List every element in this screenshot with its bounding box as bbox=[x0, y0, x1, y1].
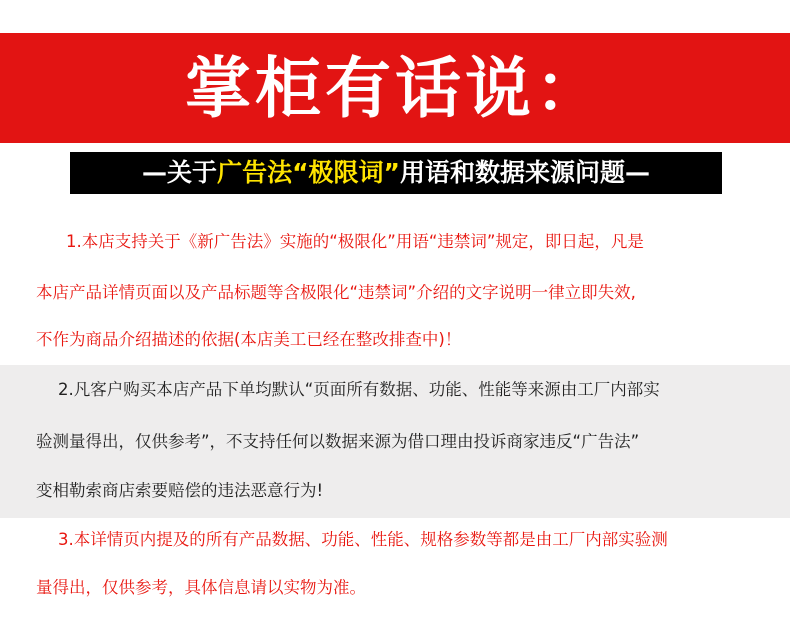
notice-3-line-2: 量得出，仅供参考，具体信息请以实物为准。 bbox=[36, 578, 366, 597]
notice-3-line-1: 3.本详情页内提及的所有产品数据、功能、性能、规格参数等都是由工厂内部实验测 bbox=[58, 530, 668, 549]
subtitle-suffix: 用语和数据来源问题— bbox=[399, 158, 650, 187]
subtitle-highlight: 广告法“极限词” bbox=[217, 158, 400, 187]
notice-2-line-1: 2.凡客户购买本店产品下单均默认“页面所有数据、功能、性能等来源由工厂内部实 bbox=[58, 380, 660, 399]
page-title: 掌柜有话说： bbox=[185, 49, 605, 127]
notice-3 bbox=[0, 518, 790, 621]
notice-1-line-1: 1.本店支持关于《新广告法》实施的“极限化”用语“违禁词”规定，即日起，凡是 bbox=[66, 232, 644, 251]
notice-2 bbox=[0, 365, 790, 518]
subtitle-prefix: —关于 bbox=[142, 158, 218, 187]
title-banner bbox=[0, 33, 790, 143]
notice-1 bbox=[0, 210, 790, 370]
notice-1-line-3: 不作为商品介绍描述的依据(本店美工已经在整改排查中)！ bbox=[36, 330, 462, 349]
subtitle-bar bbox=[70, 152, 722, 194]
notice-2-line-2: 验测量得出，仅供参考”，不支持任何以数据来源为借口理由投诉商家违反“广告法” bbox=[36, 432, 640, 451]
notice-2-line-3: 变相勒索商店索要赔偿的违法恶意行为! bbox=[36, 481, 324, 500]
notice-1-line-2: 本店产品详情页面以及产品标题等含极限化“违禁词”介绍的文字说明一律立即失效, bbox=[36, 283, 636, 302]
